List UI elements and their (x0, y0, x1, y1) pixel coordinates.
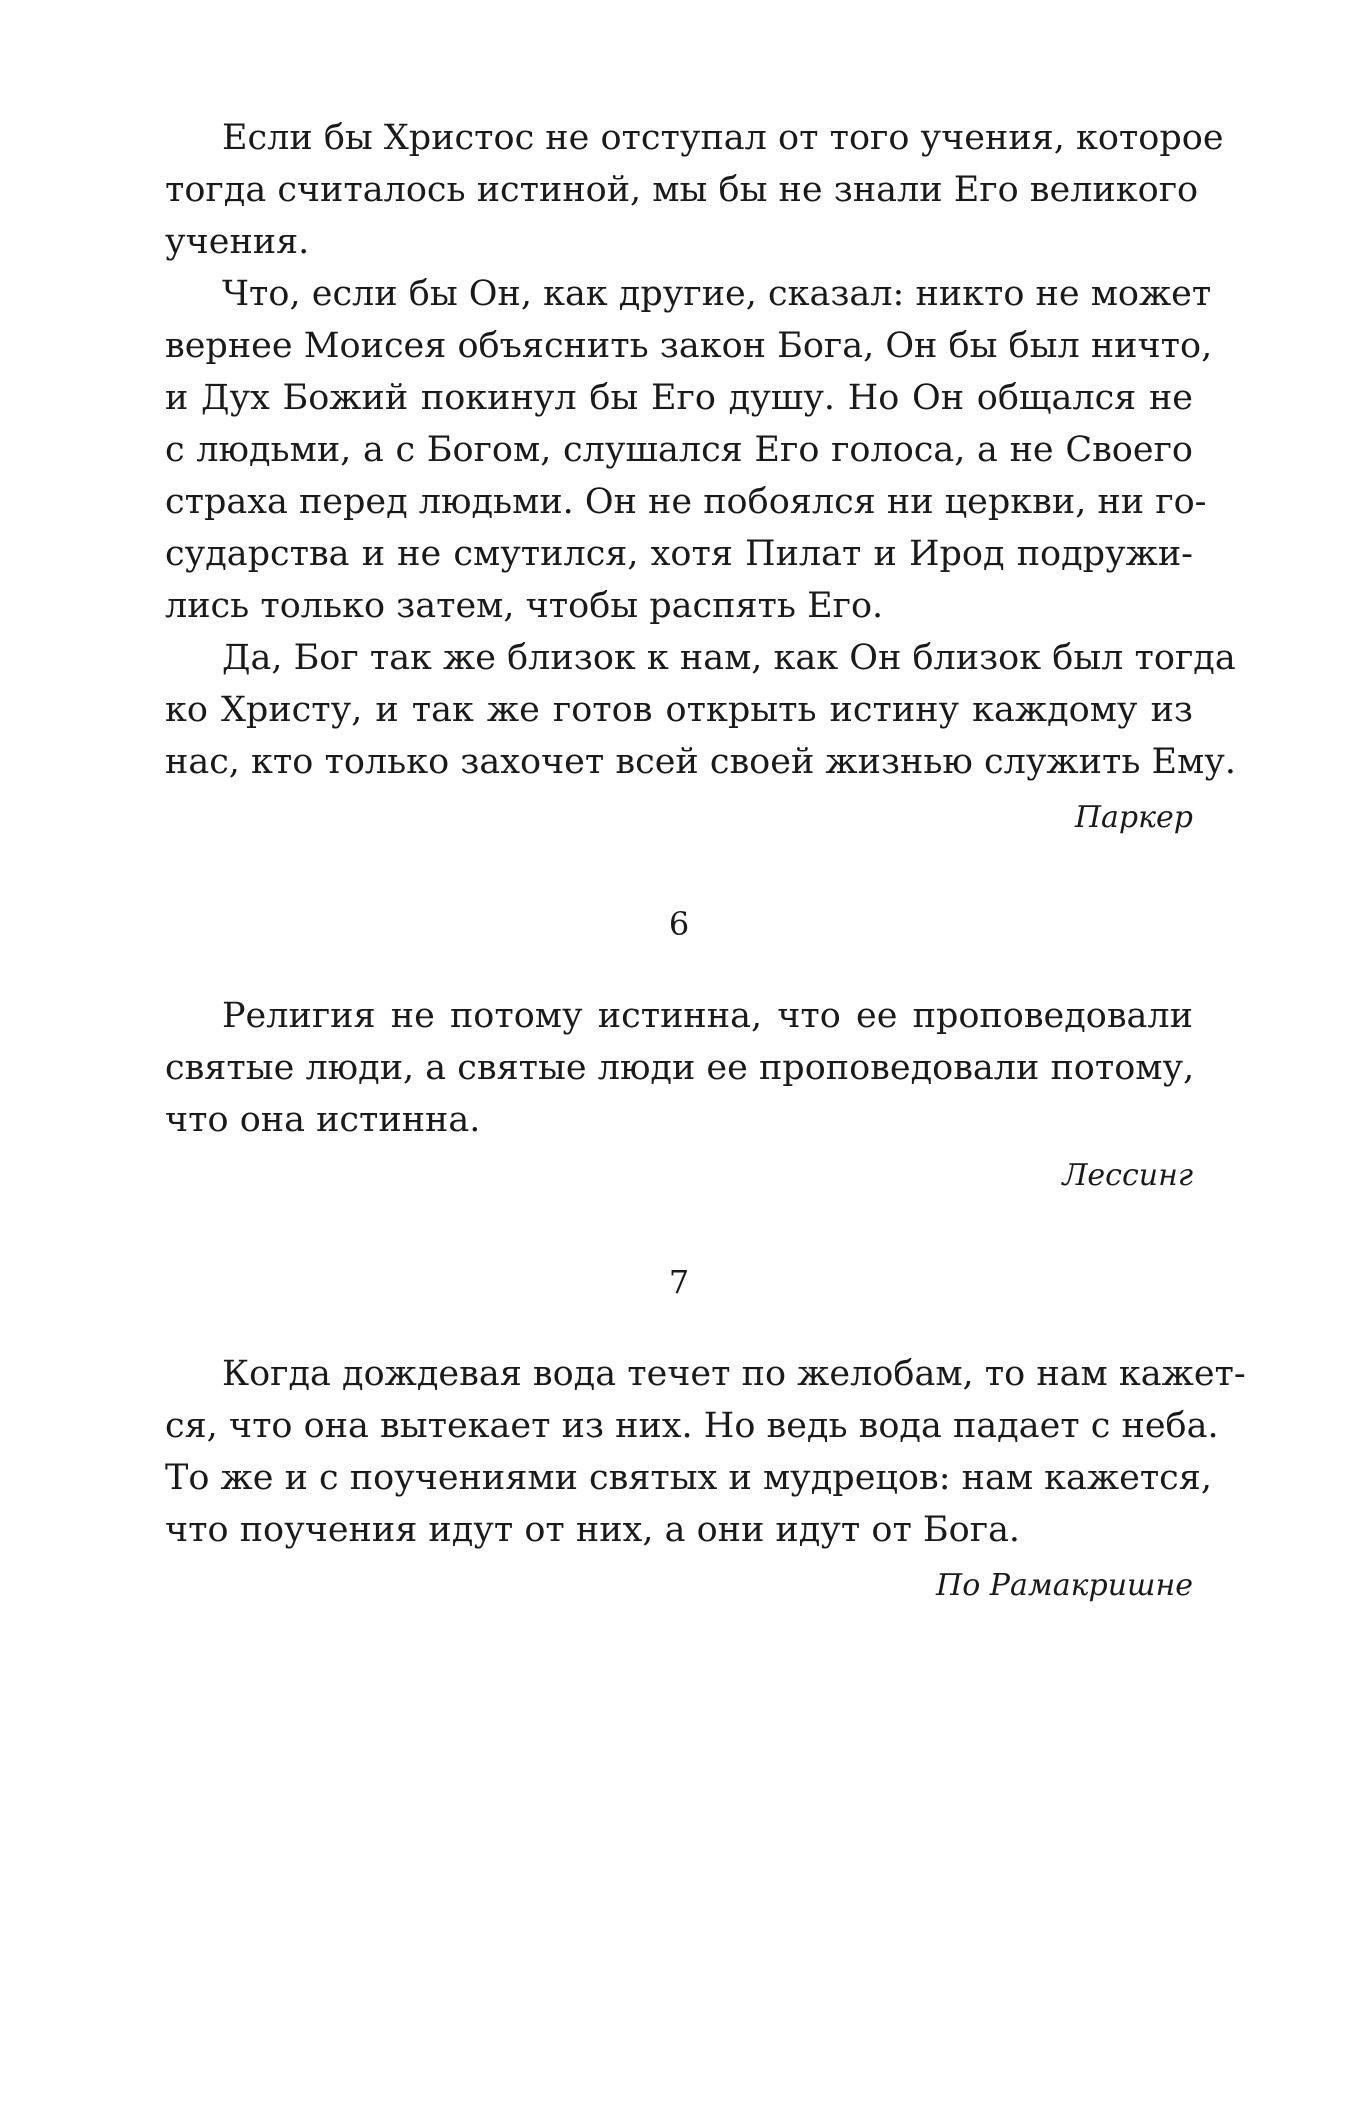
paragraph (165, 632, 1236, 788)
passage-5 (165, 112, 1236, 844)
text-line: ко Христу, и так же готов открыть истину каждому из (165, 690, 1193, 730)
passage-6 (165, 898, 1193, 1202)
text-line: тогда считалось истиной, мы бы не знали Его великого (165, 170, 1199, 210)
passage-7 (165, 1256, 1246, 1612)
paragraph (165, 268, 1213, 632)
text-line: что поучения идут от них, а они идут от Бога. (165, 1510, 1021, 1550)
text-line: ся, что она вытекает из них. Но ведь вода падает с неба. (165, 1406, 1219, 1446)
paragraph (165, 990, 1193, 1146)
paragraph (165, 1348, 1246, 1556)
author-attribution: По Рамакришне (936, 1568, 1193, 1603)
text-line: Что, если бы Он, как другие, сказал: никто не может (222, 274, 1212, 314)
text-line: учения. (165, 222, 310, 262)
text-line: Когда дождевая вода течет по желобам, то нам кажет- (222, 1354, 1246, 1394)
author-attribution: Паркер (1074, 800, 1193, 835)
text-line: святые люди, а святые люди ее проповедовали потому, (165, 1048, 1195, 1088)
text-line: Да, Бог так же близок к нам, как Он близок был тогда (222, 638, 1236, 678)
text-line: нас, кто только захочет всей своей жизнью служить Ему. (165, 742, 1236, 782)
text-line: и Дух Божий покинул бы Его душу. Но Он общался не (165, 378, 1193, 418)
author-attribution: Лессинг (1062, 1158, 1193, 1193)
text-line: с людьми, а с Богом, слушался Его голоса, а не Своего (165, 430, 1193, 470)
text-line: Религия не потому истинна, что ее проповедовали (222, 996, 1193, 1036)
page-content (165, 112, 1246, 1612)
text-line: что она истинна. (165, 1100, 481, 1140)
paragraph (165, 112, 1224, 268)
section-number: 6 (668, 905, 690, 943)
text-line: сударства и не смутился, хотя Пилат и Ирод подружи- (165, 534, 1193, 574)
section-number: 7 (668, 1263, 690, 1301)
text-line: То же и с поучениями святых и мудрецов: нам кажется, (165, 1458, 1212, 1498)
text-line: лись только затем, чтобы распять Его. (165, 586, 884, 626)
text-line: Если бы Христос не отступал от того учения, которое (222, 118, 1224, 158)
text-line: страха перед людьми. Он не побоялся ни церкви, ни го- (165, 482, 1207, 522)
text-line: вернее Моисея объяснить закон Бога, Он бы был ничто, (165, 326, 1213, 366)
